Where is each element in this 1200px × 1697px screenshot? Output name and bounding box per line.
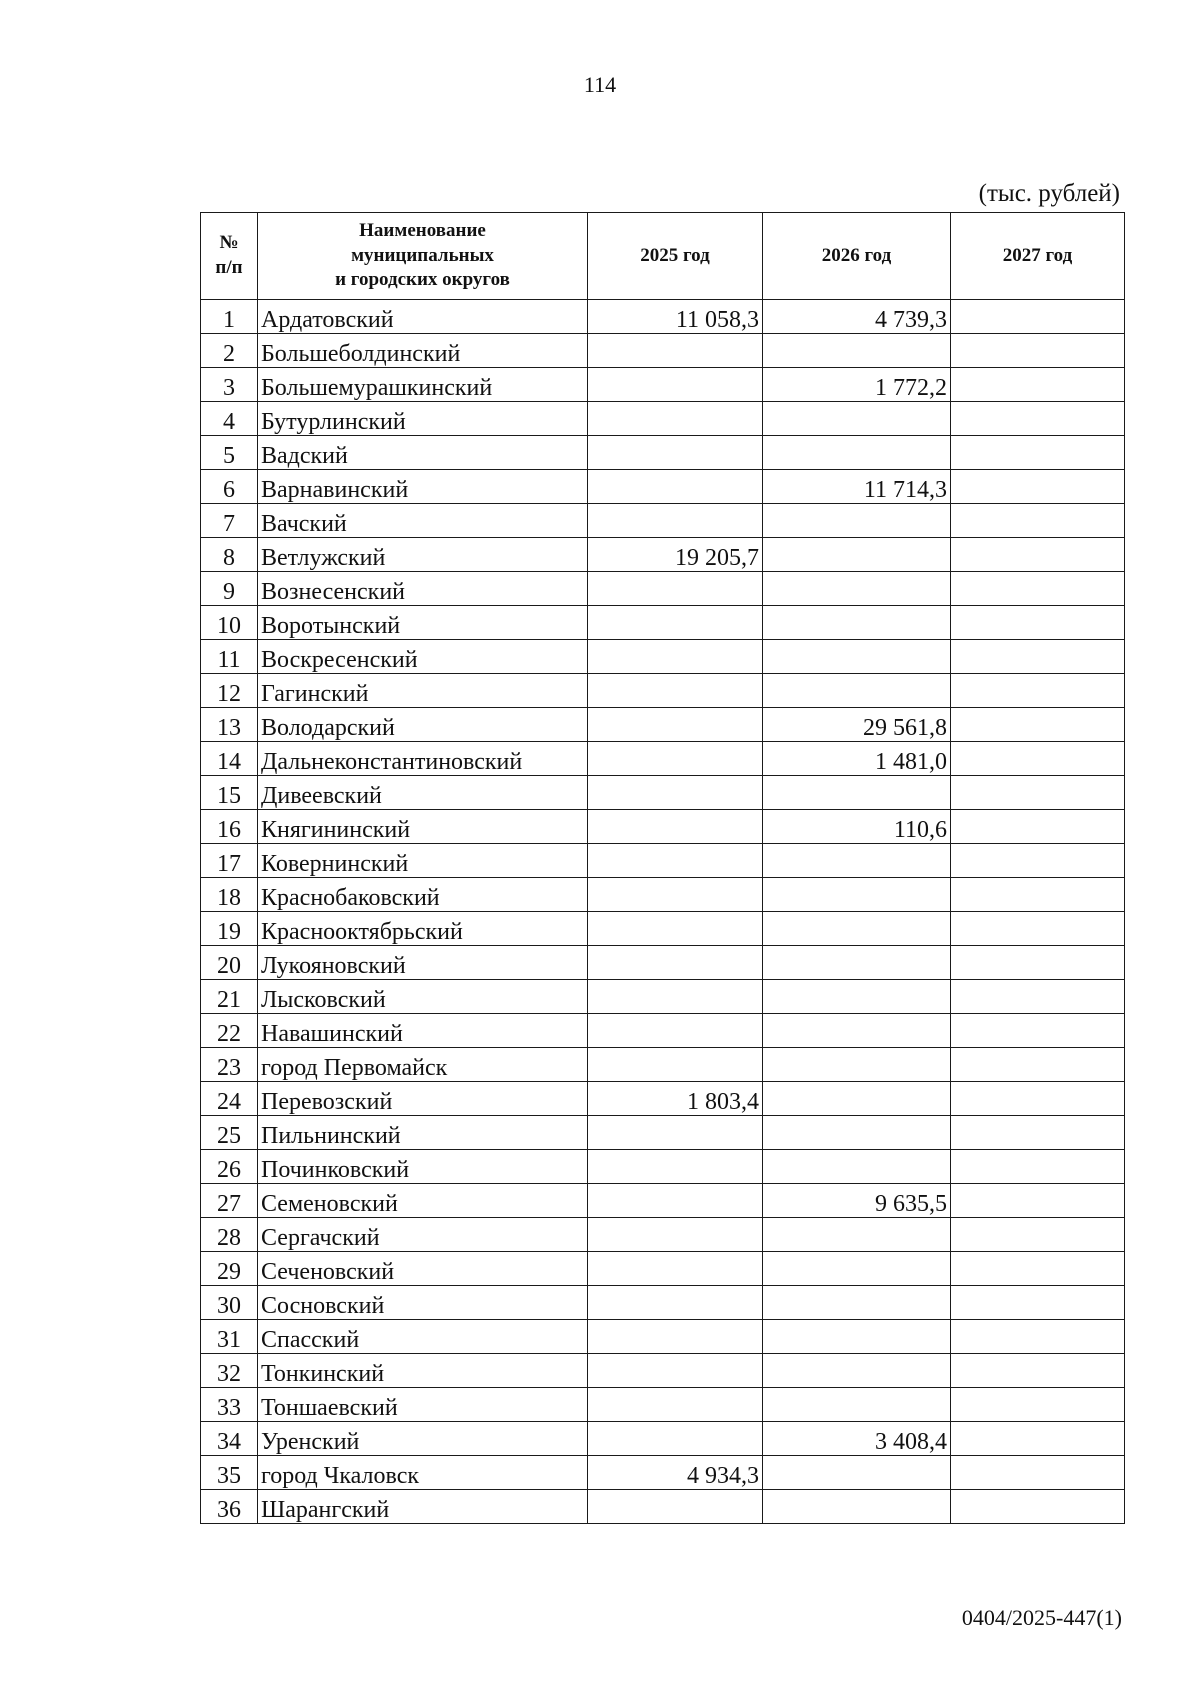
district-name-cell: Дальнеконстантиновский (258, 742, 588, 776)
value-2027-cell (951, 1320, 1125, 1354)
value-2025-cell (588, 368, 763, 402)
value-2026-cell (763, 1116, 951, 1150)
value-2026-cell (763, 1388, 951, 1422)
table-row (201, 1150, 1125, 1184)
district-name-cell: Лысковский (258, 980, 588, 1014)
header-2027: 2027 год (951, 213, 1125, 300)
table-row (201, 844, 1125, 878)
district-name-cell: Ардатовский (258, 300, 588, 334)
value-2025-cell (588, 674, 763, 708)
row-number-cell: 24 (201, 1082, 258, 1116)
row-number-cell: 22 (201, 1014, 258, 1048)
value-2027-cell (951, 1150, 1125, 1184)
row-number-cell: 36 (201, 1490, 258, 1524)
table-row (201, 368, 1125, 402)
value-2025-cell: 19 205,7 (588, 538, 763, 572)
district-name-cell: Семеновский (258, 1184, 588, 1218)
district-name-cell: Большеболдинский (258, 334, 588, 368)
value-2027-cell (951, 1388, 1125, 1422)
value-2026-cell (763, 1286, 951, 1320)
row-number-cell: 32 (201, 1354, 258, 1388)
table-row (201, 334, 1125, 368)
district-name-cell: Вознесенский (258, 572, 588, 606)
value-2025-cell (588, 504, 763, 538)
district-name-cell: Сосновский (258, 1286, 588, 1320)
row-number-cell: 1 (201, 300, 258, 334)
value-2025-cell (588, 1354, 763, 1388)
value-2025-cell (588, 1490, 763, 1524)
district-name-cell: Краснобаковский (258, 878, 588, 912)
row-number-cell: 16 (201, 810, 258, 844)
value-2027-cell (951, 844, 1125, 878)
value-2027-cell (951, 878, 1125, 912)
value-2025-cell (588, 980, 763, 1014)
district-name-cell: Ветлужский (258, 538, 588, 572)
value-2025-cell (588, 844, 763, 878)
row-number-cell: 30 (201, 1286, 258, 1320)
district-name-cell: Володарский (258, 708, 588, 742)
value-2026-cell (763, 1252, 951, 1286)
value-2026-cell (763, 674, 951, 708)
value-2025-cell (588, 1422, 763, 1456)
value-2026-cell: 1 481,0 (763, 742, 951, 776)
value-2027-cell (951, 1422, 1125, 1456)
table-row (201, 538, 1125, 572)
value-2026-cell (763, 1456, 951, 1490)
value-2025-cell (588, 742, 763, 776)
district-name-cell: Пильнинский (258, 1116, 588, 1150)
row-number-cell: 29 (201, 1252, 258, 1286)
value-2026-cell (763, 572, 951, 606)
district-name-cell: Сергачский (258, 1218, 588, 1252)
value-2026-cell (763, 1150, 951, 1184)
value-2025-cell (588, 1048, 763, 1082)
table-row (201, 470, 1125, 504)
district-name-cell: Краснооктябрьский (258, 912, 588, 946)
value-2026-cell: 4 739,3 (763, 300, 951, 334)
value-2026-cell (763, 912, 951, 946)
value-2025-cell (588, 1286, 763, 1320)
value-2027-cell (951, 1116, 1125, 1150)
table-row (201, 1286, 1125, 1320)
value-2025-cell (588, 1218, 763, 1252)
value-2025-cell: 11 058,3 (588, 300, 763, 334)
table-row (201, 980, 1125, 1014)
table-row (201, 300, 1125, 334)
table-row (201, 708, 1125, 742)
district-name-cell: Дивеевский (258, 776, 588, 810)
value-2025-cell (588, 1252, 763, 1286)
row-number-cell: 11 (201, 640, 258, 674)
header-number-line1: № (219, 232, 239, 254)
row-number-cell: 10 (201, 606, 258, 640)
row-number-cell: 6 (201, 470, 258, 504)
row-number-cell: 33 (201, 1388, 258, 1422)
value-2026-cell (763, 776, 951, 810)
district-name-cell: Тонкинский (258, 1354, 588, 1388)
value-2026-cell: 3 408,4 (763, 1422, 951, 1456)
value-2027-cell (951, 1252, 1125, 1286)
table-row (201, 1490, 1125, 1524)
row-number-cell: 12 (201, 674, 258, 708)
header-name-line2: муниципальных (351, 244, 494, 266)
district-name-cell: Вачский (258, 504, 588, 538)
table-row (201, 640, 1125, 674)
value-2026-cell (763, 1048, 951, 1082)
header-name-line1: Наименование (359, 219, 486, 241)
value-2025-cell (588, 1116, 763, 1150)
row-number-cell: 4 (201, 402, 258, 436)
table-row (201, 1354, 1125, 1388)
row-number-cell: 31 (201, 1320, 258, 1354)
value-2025-cell (588, 878, 763, 912)
value-2026-cell (763, 402, 951, 436)
value-2026-cell: 11 714,3 (763, 470, 951, 504)
district-name-cell: Уренский (258, 1422, 588, 1456)
district-name-cell: Гагинский (258, 674, 588, 708)
value-2027-cell (951, 1286, 1125, 1320)
district-name-cell: Сеченовский (258, 1252, 588, 1286)
value-2025-cell (588, 436, 763, 470)
header-2025: 2025 год (588, 213, 763, 300)
value-2027-cell (951, 1456, 1125, 1490)
value-2026-cell (763, 946, 951, 980)
value-2027-cell (951, 708, 1125, 742)
table-row (201, 606, 1125, 640)
value-2025-cell (588, 334, 763, 368)
table-row (201, 1184, 1125, 1218)
district-name-cell: город Чкаловск (258, 1456, 588, 1490)
table-row (201, 742, 1125, 776)
header-name-line3: и городских округов (335, 269, 510, 291)
value-2027-cell (951, 334, 1125, 368)
value-2027-cell (951, 912, 1125, 946)
value-2025-cell (588, 1184, 763, 1218)
row-number-cell: 25 (201, 1116, 258, 1150)
value-2025-cell (588, 1320, 763, 1354)
value-2025-cell (588, 640, 763, 674)
district-name-cell: Бутурлинский (258, 402, 588, 436)
value-2025-cell (588, 1014, 763, 1048)
district-name-cell: Большемурашкинский (258, 368, 588, 402)
value-2026-cell (763, 640, 951, 674)
value-2026-cell (763, 436, 951, 470)
row-number-cell: 23 (201, 1048, 258, 1082)
value-2027-cell (951, 368, 1125, 402)
value-2026-cell: 110,6 (763, 810, 951, 844)
value-2025-cell (588, 708, 763, 742)
table-row (201, 776, 1125, 810)
district-name-cell: Тоншаевский (258, 1388, 588, 1422)
value-2026-cell (763, 1218, 951, 1252)
row-number-cell: 18 (201, 878, 258, 912)
value-2026-cell: 1 772,2 (763, 368, 951, 402)
row-number-cell: 13 (201, 708, 258, 742)
table-row (201, 1456, 1125, 1490)
table-row (201, 1388, 1125, 1422)
district-name-cell: Навашинский (258, 1014, 588, 1048)
row-number-cell: 2 (201, 334, 258, 368)
value-2026-cell (763, 1354, 951, 1388)
header-2026: 2026 год (763, 213, 951, 300)
value-2027-cell (951, 300, 1125, 334)
row-number-cell: 28 (201, 1218, 258, 1252)
table-row (201, 674, 1125, 708)
row-number-cell: 17 (201, 844, 258, 878)
district-name-cell: Воротынский (258, 606, 588, 640)
value-2025-cell: 1 803,4 (588, 1082, 763, 1116)
row-number-cell: 35 (201, 1456, 258, 1490)
value-2027-cell (951, 946, 1125, 980)
value-2027-cell (951, 640, 1125, 674)
value-2027-cell (951, 1048, 1125, 1082)
value-2026-cell (763, 844, 951, 878)
row-number-cell: 34 (201, 1422, 258, 1456)
district-name-cell: Воскресенский (258, 640, 588, 674)
value-2027-cell (951, 572, 1125, 606)
value-2027-cell (951, 402, 1125, 436)
table-row (201, 1048, 1125, 1082)
table-row (201, 1320, 1125, 1354)
row-number-cell: 20 (201, 946, 258, 980)
table-row (201, 436, 1125, 470)
value-2025-cell (588, 470, 763, 504)
table-row (201, 810, 1125, 844)
row-number-cell: 5 (201, 436, 258, 470)
table-row (201, 504, 1125, 538)
value-2027-cell (951, 742, 1125, 776)
district-name-cell: Ковернинский (258, 844, 588, 878)
header-name (258, 213, 588, 300)
value-2025-cell (588, 912, 763, 946)
district-name-cell: Княгининский (258, 810, 588, 844)
table-row (201, 1082, 1125, 1116)
value-2025-cell (588, 402, 763, 436)
value-2027-cell (951, 606, 1125, 640)
row-number-cell: 3 (201, 368, 258, 402)
value-2026-cell (763, 504, 951, 538)
value-2026-cell (763, 1320, 951, 1354)
value-2025-cell (588, 810, 763, 844)
value-2025-cell (588, 1388, 763, 1422)
row-number-cell: 8 (201, 538, 258, 572)
value-2026-cell (763, 1082, 951, 1116)
value-2026-cell (763, 1490, 951, 1524)
value-2026-cell (763, 1014, 951, 1048)
district-name-cell: Вадский (258, 436, 588, 470)
value-2027-cell (951, 504, 1125, 538)
district-name-cell: Шарангский (258, 1490, 588, 1524)
value-2026-cell (763, 980, 951, 1014)
value-2026-cell (763, 606, 951, 640)
table-row (201, 1116, 1125, 1150)
value-2026-cell (763, 334, 951, 368)
value-2027-cell (951, 538, 1125, 572)
table-row (201, 1014, 1125, 1048)
value-2025-cell (588, 776, 763, 810)
table-row (201, 912, 1125, 946)
value-2027-cell (951, 1184, 1125, 1218)
table-body (201, 300, 1125, 1524)
district-name-cell: Перевозский (258, 1082, 588, 1116)
value-2027-cell (951, 980, 1125, 1014)
value-2027-cell (951, 1354, 1125, 1388)
value-2027-cell (951, 470, 1125, 504)
value-2026-cell (763, 538, 951, 572)
row-number-cell: 21 (201, 980, 258, 1014)
header-number-line2: п/п (215, 257, 243, 278)
document-code: 0404/2025-447(1) (961, 1605, 1122, 1630)
units-label: (тыс. рублей) (978, 180, 1120, 207)
table-row (201, 1218, 1125, 1252)
value-2026-cell (763, 878, 951, 912)
district-name-cell: Починковский (258, 1150, 588, 1184)
header-number (201, 213, 258, 300)
table-row (201, 878, 1125, 912)
value-2027-cell (951, 810, 1125, 844)
row-number-cell: 19 (201, 912, 258, 946)
row-number-cell: 9 (201, 572, 258, 606)
value-2027-cell (951, 1490, 1125, 1524)
district-name-cell: Лукояновский (258, 946, 588, 980)
value-2027-cell (951, 674, 1125, 708)
value-2027-cell (951, 776, 1125, 810)
value-2027-cell (951, 436, 1125, 470)
value-2027-cell (951, 1218, 1125, 1252)
value-2025-cell (588, 946, 763, 980)
district-name-cell: Спасский (258, 1320, 588, 1354)
table-row (201, 1422, 1125, 1456)
value-2026-cell: 9 635,5 (763, 1184, 951, 1218)
table-row (201, 946, 1125, 980)
value-2025-cell (588, 606, 763, 640)
value-2025-cell (588, 572, 763, 606)
value-2027-cell (951, 1082, 1125, 1116)
row-number-cell: 27 (201, 1184, 258, 1218)
row-number-cell: 14 (201, 742, 258, 776)
table-row (201, 402, 1125, 436)
table-header-row (201, 213, 1125, 300)
table-row (201, 572, 1125, 606)
page-number: 114 (583, 72, 617, 97)
district-name-cell: город Первомайск (258, 1048, 588, 1082)
row-number-cell: 26 (201, 1150, 258, 1184)
row-number-cell: 15 (201, 776, 258, 810)
value-2027-cell (951, 1014, 1125, 1048)
district-name-cell: Варнавинский (258, 470, 588, 504)
value-2025-cell (588, 1150, 763, 1184)
value-2026-cell: 29 561,8 (763, 708, 951, 742)
budget-table (200, 212, 1125, 1524)
value-2025-cell: 4 934,3 (588, 1456, 763, 1490)
row-number-cell: 7 (201, 504, 258, 538)
table-row (201, 1252, 1125, 1286)
